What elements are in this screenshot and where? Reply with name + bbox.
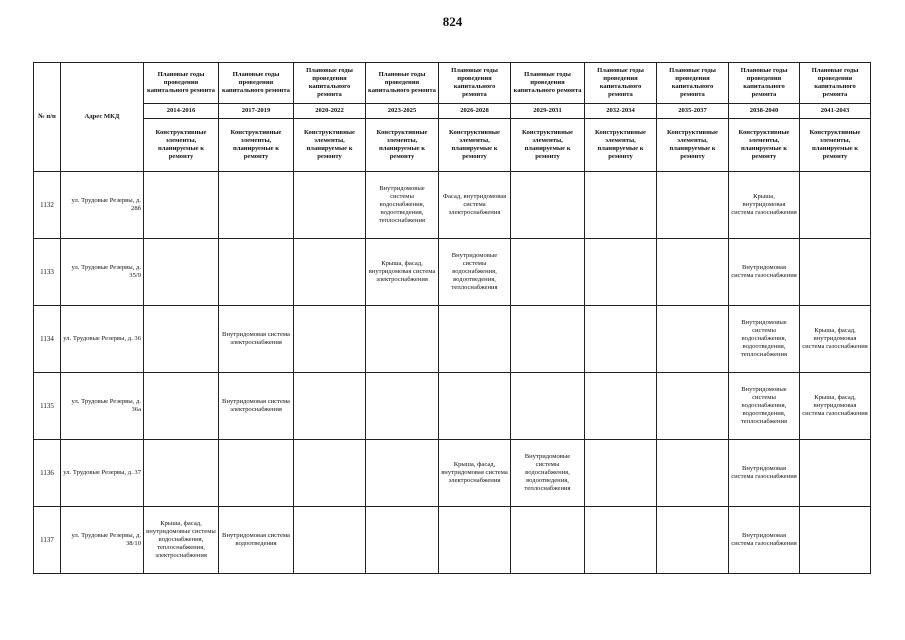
row-number: 1136 <box>34 440 61 507</box>
header-period: 2017-2019 <box>219 104 294 119</box>
header-num: № п/п <box>34 63 61 172</box>
header-plan-years: Плановые годы проведения капитального ремонта <box>366 63 439 104</box>
header-plan-years: Плановые годы проведения капитального ремонта <box>800 63 871 104</box>
repair-elements-cell: Крыша, фасад, внутридомовая система газоснабжения <box>800 306 871 373</box>
repair-elements-cell: Фасад, внутридомовая система электроснабжения <box>439 172 511 239</box>
table-row <box>34 507 871 574</box>
header-period: 2026-2028 <box>439 104 511 119</box>
repair-elements-cell <box>657 440 729 507</box>
repair-elements-cell <box>585 507 657 574</box>
row-address: ул. Трудовые Резервы, д. 28б <box>61 172 144 239</box>
table-row <box>34 440 871 507</box>
repair-elements-cell <box>366 373 439 440</box>
table-row <box>34 373 871 440</box>
repair-elements-cell: Внутридомовая система газоснабжения <box>729 440 800 507</box>
repair-elements-cell <box>439 507 511 574</box>
repair-elements-cell <box>366 306 439 373</box>
header-period: 2014-2016 <box>144 104 219 119</box>
header-plan-years: Плановые годы проведения капитального ремонта <box>294 63 366 104</box>
repair-elements-cell <box>800 507 871 574</box>
repair-elements-cell <box>511 507 585 574</box>
page-number: 824 <box>442 14 463 29</box>
repair-elements-cell <box>657 373 729 440</box>
header-elements: Конструктивные элементы, планируемые к ремонту <box>294 119 366 172</box>
row-address: ул. Трудовые Резервы, д. 38/10 <box>61 507 144 574</box>
header-plan-years: Плановые годы проведения капитального ремонта <box>439 63 511 104</box>
header-elements: Конструктивные элементы, планируемые к ремонту <box>729 119 800 172</box>
repair-elements-cell <box>511 373 585 440</box>
repair-elements-cell: Внутридомовые системы водоснабжения, водоотведения, теплоснабжения <box>729 373 800 440</box>
row-address: ул. Трудовые Резервы, д. 35/9 <box>61 239 144 306</box>
header-plan-years: Плановые годы проведения капитального ремонта <box>511 63 585 104</box>
header-period: 2020-2022 <box>294 104 366 119</box>
repair-elements-cell: Внутридомовая система водоотведения <box>219 507 294 574</box>
repair-elements-cell <box>294 239 366 306</box>
header-address: Адрес МКД <box>61 63 144 172</box>
row-number: 1134 <box>34 306 61 373</box>
repair-elements-cell <box>144 373 219 440</box>
repair-elements-cell: Внутридомовая система газоснабжения <box>729 507 800 574</box>
repair-elements-cell: Крыша, фасад, внутридомовая система газоснабжения <box>800 373 871 440</box>
repair-elements-cell <box>144 306 219 373</box>
repair-elements-cell <box>144 172 219 239</box>
header-period: 2035-2037 <box>657 104 729 119</box>
repair-elements-cell <box>294 440 366 507</box>
row-address: ул. Трудовые Резервы, д. 36 <box>61 306 144 373</box>
header-elements: Конструктивные элементы, планируемые к ремонту <box>511 119 585 172</box>
repair-elements-cell <box>657 507 729 574</box>
repair-elements-cell <box>511 172 585 239</box>
repair-elements-cell <box>800 172 871 239</box>
table-row <box>34 239 871 306</box>
capital-repair-plan-table <box>33 62 871 574</box>
header-plan-years: Плановые годы проведения капитального ремонта <box>219 63 294 104</box>
repair-elements-cell <box>294 172 366 239</box>
header-period: 2038-2040 <box>729 104 800 119</box>
repair-elements-cell <box>800 440 871 507</box>
repair-elements-cell: Крыша, внутридомовая система газоснабжения <box>729 172 800 239</box>
repair-elements-cell <box>800 239 871 306</box>
repair-elements-cell <box>294 373 366 440</box>
repair-elements-cell <box>439 306 511 373</box>
repair-elements-cell <box>294 507 366 574</box>
repair-elements-cell <box>657 172 729 239</box>
repair-elements-cell: Крыша, фасад, внутридомовая система электроснабжения <box>439 440 511 507</box>
header-period: 2023-2025 <box>366 104 439 119</box>
repair-elements-cell <box>657 239 729 306</box>
repair-elements-cell <box>294 306 366 373</box>
repair-elements-cell <box>511 239 585 306</box>
row-address: ул. Трудовые Резервы, д. 37 <box>61 440 144 507</box>
header-elements: Конструктивные элементы, планируемые к ремонту <box>585 119 657 172</box>
repair-elements-cell: Внутридомовые системы водоснабжения, водоотведения, теплоснабжения <box>439 239 511 306</box>
repair-elements-cell <box>219 239 294 306</box>
repair-elements-cell <box>511 306 585 373</box>
repair-elements-cell <box>585 172 657 239</box>
header-period: 2029-2031 <box>511 104 585 119</box>
header-plan-years: Плановые годы проведения капитального ремонта <box>144 63 219 104</box>
header-elements: Конструктивные элементы, планируемые к ремонту <box>219 119 294 172</box>
row-number: 1137 <box>34 507 61 574</box>
repair-elements-cell: Внутридомовые системы водоснабжения, водоотведения, теплоснабжения <box>729 306 800 373</box>
header-elements: Конструктивные элементы, планируемые к ремонту <box>800 119 871 172</box>
repair-elements-cell <box>585 306 657 373</box>
table-row <box>34 172 871 239</box>
header-period: 2032-2034 <box>585 104 657 119</box>
header-elements: Конструктивные элементы, планируемые к ремонту <box>366 119 439 172</box>
header-elements: Конструктивные элементы, планируемые к ремонту <box>439 119 511 172</box>
repair-elements-cell <box>366 507 439 574</box>
repair-elements-cell <box>366 440 439 507</box>
repair-elements-cell: Внутридомовая система газоснабжения <box>729 239 800 306</box>
repair-elements-cell: Внутридомовая система электроснабжения <box>219 373 294 440</box>
repair-elements-cell <box>144 440 219 507</box>
table-body <box>34 172 871 574</box>
repair-elements-cell: Внутридомовая система электроснабжения <box>219 306 294 373</box>
repair-elements-cell: Внутридомовые системы водоснабжения, водоотведения, теплоснабжения <box>511 440 585 507</box>
repair-elements-cell <box>585 440 657 507</box>
repair-elements-cell <box>219 172 294 239</box>
repair-elements-cell <box>144 239 219 306</box>
table-row <box>34 306 871 373</box>
header-elements: Конструктивные элементы, планируемые к ремонту <box>657 119 729 172</box>
row-address: ул. Трудовые Резервы, д. 36а <box>61 373 144 440</box>
repair-elements-cell <box>585 373 657 440</box>
repair-elements-cell: Крыша, фасад, внутридомовые системы водоснабжения, теплоснабжения, электроснабжения <box>144 507 219 574</box>
repair-elements-cell <box>219 440 294 507</box>
repair-elements-cell <box>585 239 657 306</box>
repair-elements-cell: Крыша, фасад, внутридомовая система электроснабжения <box>366 239 439 306</box>
repair-elements-cell <box>439 373 511 440</box>
header-plan-years: Плановые годы проведения капитального ремонта <box>657 63 729 104</box>
repair-elements-cell: Внутридомовые системы водоснабжения, водоотведения, теплоснабжения <box>366 172 439 239</box>
repair-elements-cell <box>657 306 729 373</box>
header-plan-years: Плановые годы проведения капитального ремонта <box>729 63 800 104</box>
header-plan-years: Плановые годы проведения капитального ремонта <box>585 63 657 104</box>
row-number: 1132 <box>34 172 61 239</box>
header-period: 2041-2043 <box>800 104 871 119</box>
row-number: 1135 <box>34 373 61 440</box>
row-number: 1133 <box>34 239 61 306</box>
header-elements: Конструктивные элементы, планируемые к ремонту <box>144 119 219 172</box>
